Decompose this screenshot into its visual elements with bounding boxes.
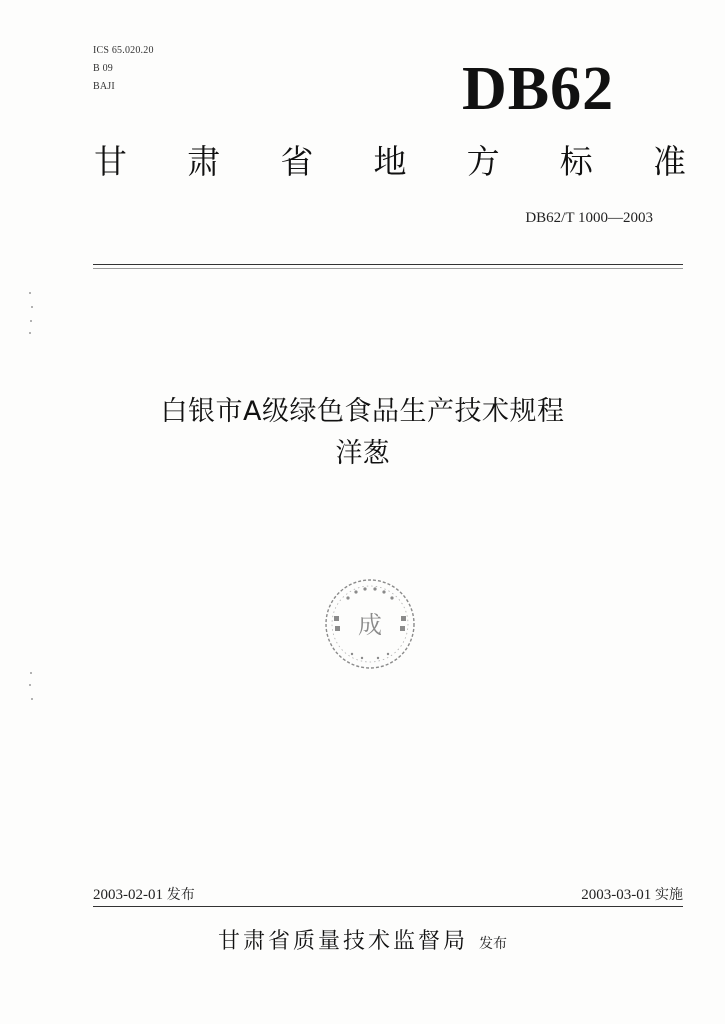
- standard-number: DB62/T 1000—2003: [525, 210, 653, 226]
- effective-date: 2003-03-01: [581, 887, 652, 903]
- ics-code: ICS 65.020.20: [93, 45, 154, 56]
- classification-codes: [93, 42, 154, 96]
- document-title-block: [0, 392, 725, 474]
- seal-center-char: 成: [358, 611, 382, 639]
- issuer-suffix: 发布: [479, 936, 508, 952]
- effective-date-line: [581, 884, 683, 904]
- effective-label: 实施: [655, 887, 683, 903]
- standard-type-char: 方: [466, 142, 500, 181]
- date-row: [93, 884, 683, 908]
- document-title: 白银市A级绿色食品生产技术规程: [160, 396, 565, 427]
- standard-type-char: 肃: [187, 142, 221, 181]
- footer-divider: [93, 906, 683, 907]
- issue-date-line: [93, 884, 195, 904]
- standard-type-char: 准: [652, 142, 686, 181]
- filing-code: BAJI: [93, 81, 115, 92]
- standard-type-char: 标: [559, 142, 593, 181]
- official-seal-stamp: [322, 576, 418, 672]
- db62-logo: DB62: [462, 55, 615, 123]
- issue-label: 发布: [166, 887, 195, 903]
- issuer-name: 甘肃省质量技术监督局: [217, 929, 468, 954]
- issue-date: 2003-02-01: [93, 887, 163, 903]
- standard-type-char: 省: [280, 142, 314, 181]
- standard-type-char: 甘: [94, 142, 127, 181]
- standard-type-char: 地: [373, 142, 407, 181]
- header-divider-thin: [93, 268, 683, 269]
- ccs-code: B 09: [93, 63, 113, 74]
- standard-type-heading: [94, 140, 686, 184]
- issuing-authority: [0, 924, 725, 955]
- header-divider: [93, 264, 683, 265]
- document-subtitle: 洋葱: [335, 438, 390, 469]
